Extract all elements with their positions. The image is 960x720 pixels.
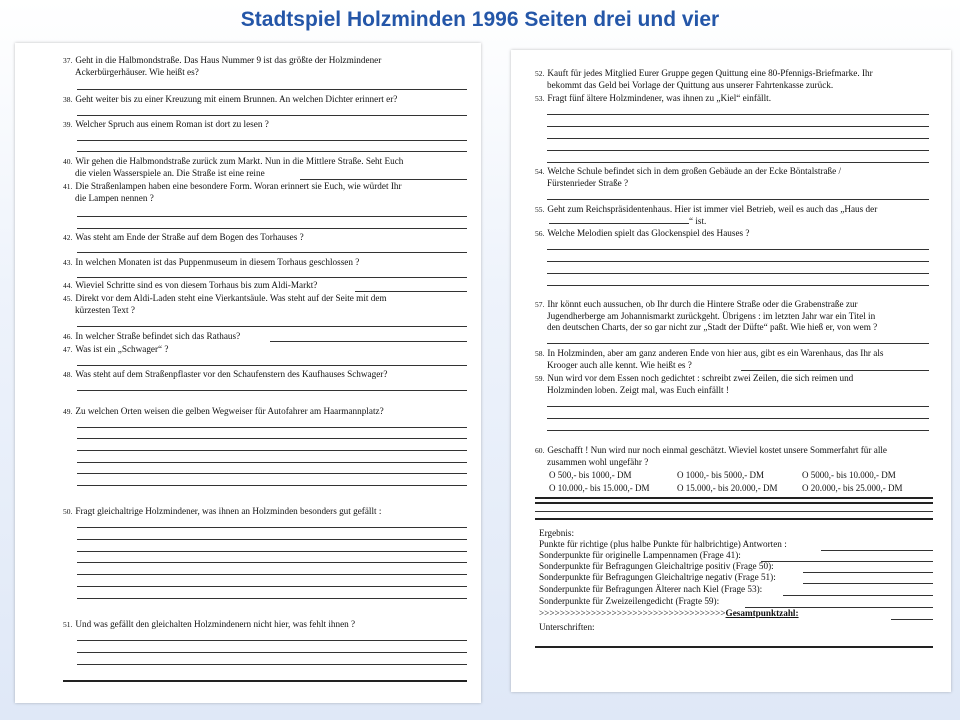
answer-line[interactable] [77, 365, 467, 366]
question-38: 38. Geht weiter bis zu einer Kreuzung mit einem Brunnen. An welchen Dichter erinnert er? [63, 94, 398, 104]
answer-line[interactable] [77, 450, 467, 451]
estimate-option[interactable]: O 500,- bis 1000,- DM [549, 470, 632, 480]
answer-line[interactable] [77, 438, 467, 439]
result-row: Sonderpunkte für Befragungen Gleichaltrige positiv (Frage 50): [539, 561, 774, 571]
section-rule [535, 502, 933, 504]
answer-line[interactable] [547, 273, 929, 274]
question-54: 54. Welche Schule befindet sich in dem großen Gebäude an der Ecke Böntalstraße / Fürstenrieder Straße ? [535, 166, 842, 188]
answer-line[interactable] [547, 406, 929, 407]
answer-line[interactable] [891, 619, 933, 620]
question-49: 49. Zu welchen Orten weisen die gelben Wegweiser für Autofahrer am Haarmannplatz? [63, 406, 384, 416]
estimate-option[interactable]: O 15.000,- bis 20.000,- DM [677, 483, 778, 493]
answer-line[interactable] [547, 162, 929, 163]
question-43: 43. In welchen Monaten ist das Puppenmuseum in diesem Torhaus geschlossen ? [63, 257, 360, 267]
page-end-rule [63, 680, 467, 682]
answer-line[interactable] [741, 370, 929, 371]
answer-line[interactable] [77, 89, 467, 90]
question-56: 56. Welche Melodien spielt das Glockenspiel des Hauses ? [535, 228, 750, 238]
answer-line[interactable] [547, 285, 929, 286]
answer-line[interactable] [77, 562, 467, 563]
answer-line[interactable] [547, 249, 929, 250]
section-rule [535, 497, 933, 499]
answer-line[interactable] [77, 551, 467, 552]
answer-line[interactable] [77, 652, 467, 653]
worksheet-page-right [511, 50, 951, 692]
answer-line[interactable] [547, 261, 929, 262]
answer-line[interactable] [803, 583, 933, 584]
question-58: 58. In Holzminden, aber am ganz anderen Ende von hier aus, gibt es ein Warenhaus, das Ihr als Krooger auch alle kennt. Wie heißt es ? [535, 348, 884, 370]
estimate-option[interactable]: O 10.000,- bis 15.000,- DM [549, 483, 650, 493]
answer-line[interactable] [547, 418, 929, 419]
question-41: 41. Die Straßenlampen haben eine besondere Form. Woran erinnert sie Euch, wie würdet Ihr die Lampen nennen ? [63, 181, 402, 203]
question-47: 47. Was ist ein „Schwager“ ? [63, 344, 169, 354]
question-45: 45. Direkt vor dem Aldi-Laden steht eine Vierkantsäule. Was steht auf der Seite mit dem kürzesten Text ? [63, 293, 387, 315]
answer-line[interactable] [300, 179, 467, 180]
answer-line[interactable] [77, 115, 467, 116]
question-57: 57. Ihr könnt euch aussuchen, ob Ihr durch die Hintere Straße oder die Grabenstraße zur Jugendherberge am Johannismarkt zurückgeht. Übrigens : im letzten Jahr war ein Titel in den deutschen Charts, der so gar nicht zur „Stadt der Düfte“ paßt. Wie hieß er, von wem ? [535, 299, 878, 332]
answer-line[interactable] [77, 390, 467, 391]
answer-line[interactable] [547, 114, 929, 115]
question-51: 51. Und was gefällt den gleichalten Holzmindenern nicht hier, was fehlt ihnen ? [63, 619, 356, 629]
answer-line[interactable] [547, 138, 929, 139]
worksheet-page-left [15, 43, 481, 703]
answer-line[interactable] [547, 126, 929, 127]
section-rule [535, 518, 933, 520]
answer-line[interactable] [77, 586, 467, 587]
question-40: 40. Wir gehen die Halbmondstraße zurück zum Markt. Nun in die Mittlere Straße. Seht Euch die vielen Wasserspiele an. Die Straße ist eine reine [63, 156, 404, 178]
estimate-option[interactable]: O 20.000,- bis 25.000,- DM [802, 483, 903, 493]
section-rule [535, 511, 933, 512]
answer-line[interactable] [77, 216, 467, 217]
answer-line[interactable] [77, 462, 467, 463]
estimate-option[interactable]: O 1000,- bis 5000,- DM [677, 470, 764, 480]
answer-line[interactable] [355, 291, 467, 292]
estimate-option[interactable]: O 5000,- bis 10.000,- DM [802, 470, 896, 480]
answer-line[interactable] [803, 572, 933, 573]
result-row: Sonderpunkte für originelle Lampennamen (Frage 41): [539, 550, 741, 560]
answer-line[interactable] [761, 561, 933, 562]
result-row: Sonderpunkte für Befragungen Älterer nach Kiel (Frage 53): [539, 584, 763, 594]
answer-line[interactable] [77, 485, 467, 486]
answer-line[interactable] [547, 150, 929, 151]
answer-line[interactable] [547, 199, 929, 200]
answer-line[interactable] [77, 326, 467, 327]
question-52: 52. Kauft für jedes Mitglied Eurer Gruppe gegen Quittung eine 80-Pfennigs-Briefmarke. Ihr bekommt das Geld bei Vorlage der Quittung aus unserer Fahrtenkasse zurück. [535, 68, 873, 90]
answer-line[interactable] [77, 228, 467, 229]
answer-line[interactable] [270, 341, 467, 342]
answer-line[interactable] [77, 527, 467, 528]
answer-line[interactable] [77, 140, 467, 141]
result-row: Sonderpunkte für Zweizeilengedicht (Fragte 59): [539, 596, 720, 606]
answer-line[interactable] [77, 598, 467, 599]
signature-line[interactable] [535, 646, 933, 648]
answer-line[interactable] [547, 343, 929, 344]
question-42: 42. Was steht am Ende der Straße auf dem Bogen des Torhauses ? [63, 232, 304, 242]
answer-line[interactable] [783, 595, 933, 596]
result-heading: Ergebnis: [539, 528, 575, 538]
signatures-label: Unterschriften: [539, 622, 595, 632]
question-53: 53. Fragt fünf ältere Holzmindener, was ihnen zu „Kiel“ einfällt. [535, 93, 771, 103]
answer-line[interactable] [77, 277, 467, 278]
question-59: 59. Nun wird vor dem Essen noch gedichtet : schreibt zwei Zeilen, die sich reimen und Holzminden loben. Zeigt mal, was Euch einfällt ! [535, 373, 854, 395]
question-48: 48. Was steht auf dem Straßenpflaster vor den Schaufenstern des Kaufhauses Schwager? [63, 369, 388, 379]
result-row: Punkte für richtige (plus halbe Punkte für halbrichtige) Antworten : [539, 539, 787, 549]
question-50: 50. Fragt gleichaltrige Holzmindener, was ihnen an Holzminden besonders gut gefällt : [63, 506, 382, 516]
question-39: 39. Welcher Spruch aus einem Roman ist dort zu lesen ? [63, 119, 269, 129]
total-points-row: >>>>>>>>>>>>>>>>>>>>>>>>>>>>>>>>>>>>Gesamtpunktzahl: [539, 608, 799, 618]
question-44: 44. Wieviel Schritte sind es von diesem Torhaus bis zum Aldi-Markt? [63, 280, 318, 290]
result-row: Sonderpunkte für Befragungen Gleichaltrige negativ (Frage 51): [539, 572, 776, 582]
question-60: 60. Geschafft ! Nun wird nur noch einmal geschätzt. Wieviel kostet unsere Sommerfahrt für alle zusammen wohl ungefähr ? [535, 445, 888, 467]
answer-line[interactable] [821, 550, 933, 551]
answer-line[interactable] [77, 574, 467, 575]
question-46: 46. In welcher Straße befindet sich das Rathaus? [63, 331, 241, 341]
answer-line[interactable] [77, 640, 467, 641]
answer-line[interactable] [77, 664, 467, 665]
answer-line[interactable] [77, 151, 467, 152]
question-37: 37. Geht in die Halbmondstraße. Das Haus Nummer 9 ist das größte der Holzmindener Ackerbürgerhäuser. Wie heißt es? [63, 55, 382, 77]
answer-line[interactable] [77, 252, 467, 253]
answer-line[interactable] [77, 427, 467, 428]
answer-line[interactable] [547, 430, 929, 431]
answer-line[interactable] [77, 473, 467, 474]
slide-title: Stadtspiel Holzminden 1996 Seiten drei und vier [240, 8, 720, 31]
question-55: 55. Geht zum Reichspräsidentenhaus. Hier ist immer viel Betrieb, weil es auch das „Haus der “ ist. [535, 204, 878, 226]
answer-line[interactable] [77, 539, 467, 540]
